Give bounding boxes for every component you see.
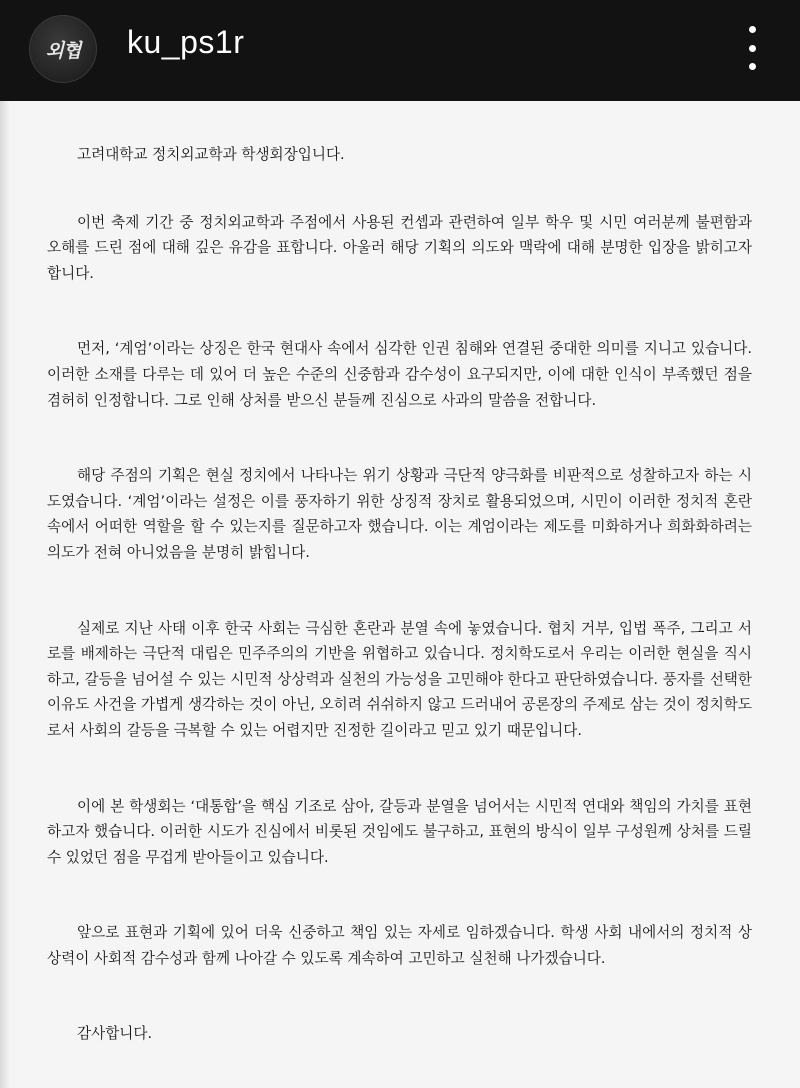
letter-paragraph-1: 이번 축제 기간 중 정치외교학과 주점에서 사용된 컨셉과 관련하여 일부 학우 및 시민 여러분께 불편함과 오해를 드린 점에 대해 깊은 유감을 표합니다. 아울러 해당 기획의 의도와 맥락에 대해 분명한 입장을 밝히고자 합니다. (47, 213, 752, 282)
username[interactable]: ku_ps1r (127, 24, 245, 60)
avatar[interactable] (29, 15, 97, 83)
menu-dot (749, 26, 756, 33)
letter-paragraph-5: 이에 본 학생회는 ‘대통합’을 핵심 기조로 삼아, 갈등과 분열을 넘어서는 시민적 연대와 책임의 가치를 표현하고자 했습니다. 이러한 시도가 진심에서 비롯된 것임에도 불구하고, 표현의 방식이 일부 구성원께 상처를 드릴 수 있었던 점을 무겁게 받아들이고 있습니다. (47, 797, 752, 866)
letter-body (47, 142, 752, 1047)
letter-paragraph-3: 해당 주점의 기획은 현실 정치에서 나타나는 위기 상황과 극단적 양극화를 비판적으로 성찰하고자 하는 시도였습니다. ‘계엄’이라는 설정은 이를 풍자하기 위한 상징적 장치로 활용되었으며, 시민이 이러한 정치적 혼란 속에서 어떠한 역할을 할 수 있는지를 질문하고자 했습니다. 이는 계엄이라는 제도를 미화하거나 희화화하려는 의도가 전혀 아니었음을 분명히 밝힙니다. (47, 467, 752, 561)
letter-paragraph-6: 앞으로 표현과 기획에 있어 더욱 신중하고 책임 있는 자세로 임하겠습니다. 학생 사회 내에서의 정치적 상상력이 사회적 감수성과 함께 나아갈 수 있도록 계속하여 고민하고 실천해 나가겠습니다. (47, 924, 752, 967)
menu-dot (749, 45, 756, 52)
letter-greeting: 고려대학교 정치외교학과 학생회장입니다. (77, 146, 345, 163)
menu-dot (749, 63, 756, 70)
letter-paragraph-2: 먼저, ‘계엄’이라는 상징은 한국 현대사 속에서 심각한 인권 침해와 연결된 중대한 의미를 지니고 있습니다. 이러한 소재를 다루는 데 있어 더 높은 수준의 신중함과 감수성이 요구되지만, 이에 대한 인식이 부족했던 점을 겸허히 인정합니다. 그로 인해 상처를 받으신 분들께 진심으로 사과의 말씀을 전합니다. (47, 340, 752, 409)
avatar-logo-text: 외협 (45, 39, 81, 62)
more-vertical-icon[interactable] (732, 22, 772, 74)
letter-closing: 감사합니다. (77, 1025, 153, 1043)
document-page (0, 101, 800, 1088)
top-bar (0, 0, 800, 101)
letter-paragraph-4: 실제로 지난 사태 이후 한국 사회는 극심한 혼란과 분열 속에 놓였습니다. 협치 거부, 입법 폭주, 그리고 서로를 배제하는 극단적 대립은 민주주의의 기반을 위협하고 있습니다. 정치학도로서 우리는 이러한 현실을 직시하고, 갈등을 넘어설 수 있는 시민적 상상력과 실천의 가능성을 고민해야 한다고 판단하였습니다. 풍자를 선택한 이유도 사건을 가볍게 생각하는 것이 아닌, 오히려 쉬쉬하지 않고 드러내어 공론장의 주제로 삼는 것이 정치학도로서 사회의 갈등을 극복할 수 있는 어렵지만 진정한 길이라고 믿고 있기 때문입니다. (47, 619, 752, 739)
